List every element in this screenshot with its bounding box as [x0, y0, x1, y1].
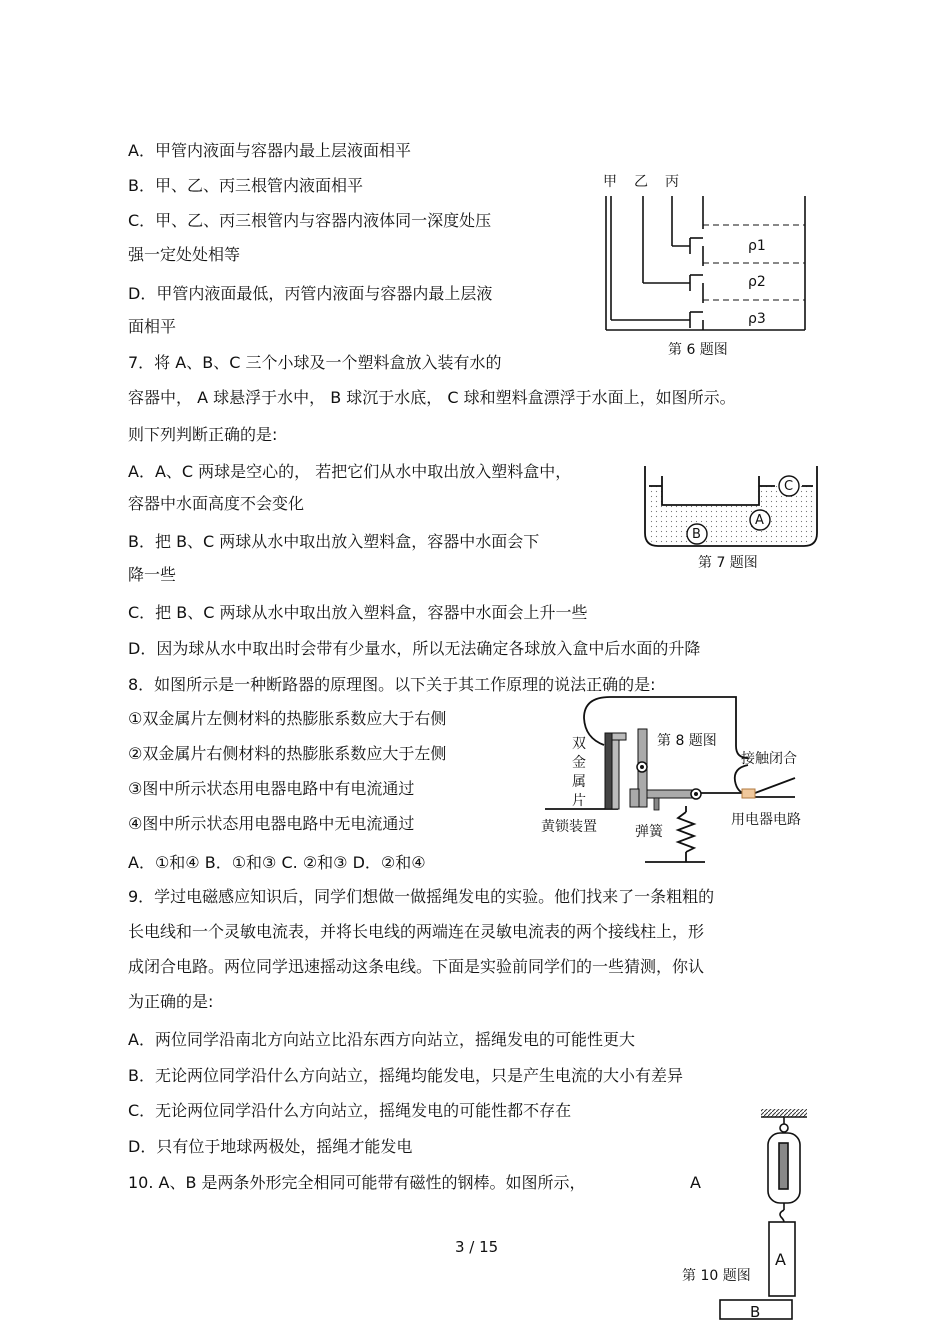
q6-option-a: A．甲管内液面与容器内最上层液面相平 — [128, 141, 411, 160]
q7-ball-b: B — [692, 527, 701, 542]
q10-figure-caption: 第 10 题图 — [682, 1268, 751, 1284]
q6-option-d-cont: 面相平 — [128, 317, 177, 336]
q7-ball-a: A — [755, 513, 764, 528]
q6-layer-rho3: ρ3 — [748, 311, 766, 327]
q8-choices: A．①和④ B．①和③ C. ②和③ D．②和④ — [128, 853, 426, 872]
q6-option-b: B．甲、乙、丙三根管内液面相平 — [128, 176, 363, 195]
q9-option-d: D．只有位于地球两极处，摇绳才能发电 — [128, 1137, 413, 1156]
q9-option-a: A．两位同学沿南北方向站立比沿东西方向站立，摇绳发电的可能性更大 — [128, 1030, 635, 1049]
q7-stem-line-1: 7．将 A、B、C 三个小球及一个塑料盒放入装有水的 — [128, 353, 502, 372]
q7-option-b-cont: 降一些 — [128, 565, 177, 584]
q9-stem-line-2: 长电线和一个灵敏电流表，并将长电线的两端连在灵敏电流表的两个接线柱上，形 — [128, 922, 705, 941]
q8-bimetal-label-2: 金 — [572, 755, 586, 771]
q8-statement-3: ③图中所示状态用电器电路中有电流通过 — [128, 779, 415, 798]
q9-option-c: C．无论两位同学沿什么方向站立，摇绳发电的可能性都不存在 — [128, 1101, 572, 1120]
q8-bimetal-label-3: 属 — [572, 774, 586, 790]
q10-rod-b-label: B — [750, 1303, 761, 1321]
q6-option-d: D．甲管内液面最低，丙管内液面与容器内最上层液 — [128, 284, 493, 303]
q8-spring-label: 弹簧 — [635, 824, 663, 840]
q7-figure-caption: 第 7 题图 — [698, 555, 758, 571]
q7-option-b: B．把 B、C 两球从水中取出放入塑料盒，容器中水面会下 — [128, 532, 540, 551]
q6-layer-rho1: ρ1 — [748, 238, 766, 254]
q7-stem-line-3: 则下列判断正确的是: — [128, 425, 278, 444]
q8-latch-label: 黄锁装置 — [541, 819, 597, 835]
q6-option-c: C．甲、乙、丙三根管内与容器内液体同一深度处压 — [128, 211, 492, 230]
q8-bimetal-label-4: 片 — [572, 793, 586, 809]
q8-bimetal-label-1: 双 — [572, 736, 586, 752]
q9-stem-line-3: 成闭合电路。两位同学迅速摇动这条电线。下面是实验前同学们的一些猜测，你认 — [128, 957, 705, 976]
q10-stem: 10. A、B 是两条外形完全相同可能带有磁性的钢棒。如图所示， — [128, 1173, 586, 1192]
q10-stem-trailing: A — [690, 1173, 701, 1192]
q8-circuit-label: 用电器电路 — [731, 812, 801, 828]
q8-contact-label: 接触闭合 — [741, 751, 797, 767]
q7-option-a: A．A、C 两球是空心的， 若把它们从水中取出放入塑料盒中， — [128, 462, 572, 481]
q7-ball-c: C — [784, 479, 794, 494]
q9-stem-line-4: 为正确的是: — [128, 992, 214, 1011]
q6-tube-label-jia: 甲 — [603, 174, 617, 190]
q7-option-d: D．因为球从水中取出时会带有少量水，所以无法确定各球放入盒中后水面的升降 — [128, 639, 701, 658]
q8-statement-2: ②双金属片右侧材料的热膨胀系数应大于左侧 — [128, 744, 447, 763]
q8-statement-4: ④图中所示状态用电器电路中无电流通过 — [128, 814, 415, 833]
q6-option-c-cont: 强一定处处相等 — [128, 245, 241, 264]
q9-option-b: B．无论两位同学沿什么方向站立，摇绳均能发电，只是产生电流的大小有差异 — [128, 1066, 683, 1085]
q6-tube-label-bing: 丙 — [665, 174, 679, 190]
q7-option-a-cont: 容器中水面高度不会变化 — [128, 494, 305, 513]
q9-stem-line-1: 9．学过电磁感应知识后，同学们想做一做摇绳发电的实验。他们找来了一条粗粗的 — [128, 887, 715, 906]
page-number: 3 / 15 — [455, 1238, 499, 1256]
q6-layer-rho2: ρ2 — [748, 274, 766, 290]
q6-tube-label-yi: 乙 — [634, 174, 648, 190]
q7-stem-line-2: 容器中， A 球悬浮于水中， B 球沉于水底， C 球和塑料盒漂浮于水面上，如图所示。 — [128, 388, 736, 407]
q7-option-c: C．把 B、C 两球从水中取出放入塑料盒，容器中水面会上升一些 — [128, 603, 588, 622]
q8-statement-1: ①双金属片左侧材料的热膨胀系数应大于右侧 — [128, 709, 447, 728]
q6-figure-caption: 第 6 题图 — [668, 342, 728, 358]
q8-figure-caption: 第 8 题图 — [657, 733, 717, 749]
q10-rod-a-label: A — [775, 1250, 786, 1269]
q8-stem: 8．如图所示是一种断路器的原理图。以下关于其工作原理的说法正确的是: — [128, 675, 656, 694]
